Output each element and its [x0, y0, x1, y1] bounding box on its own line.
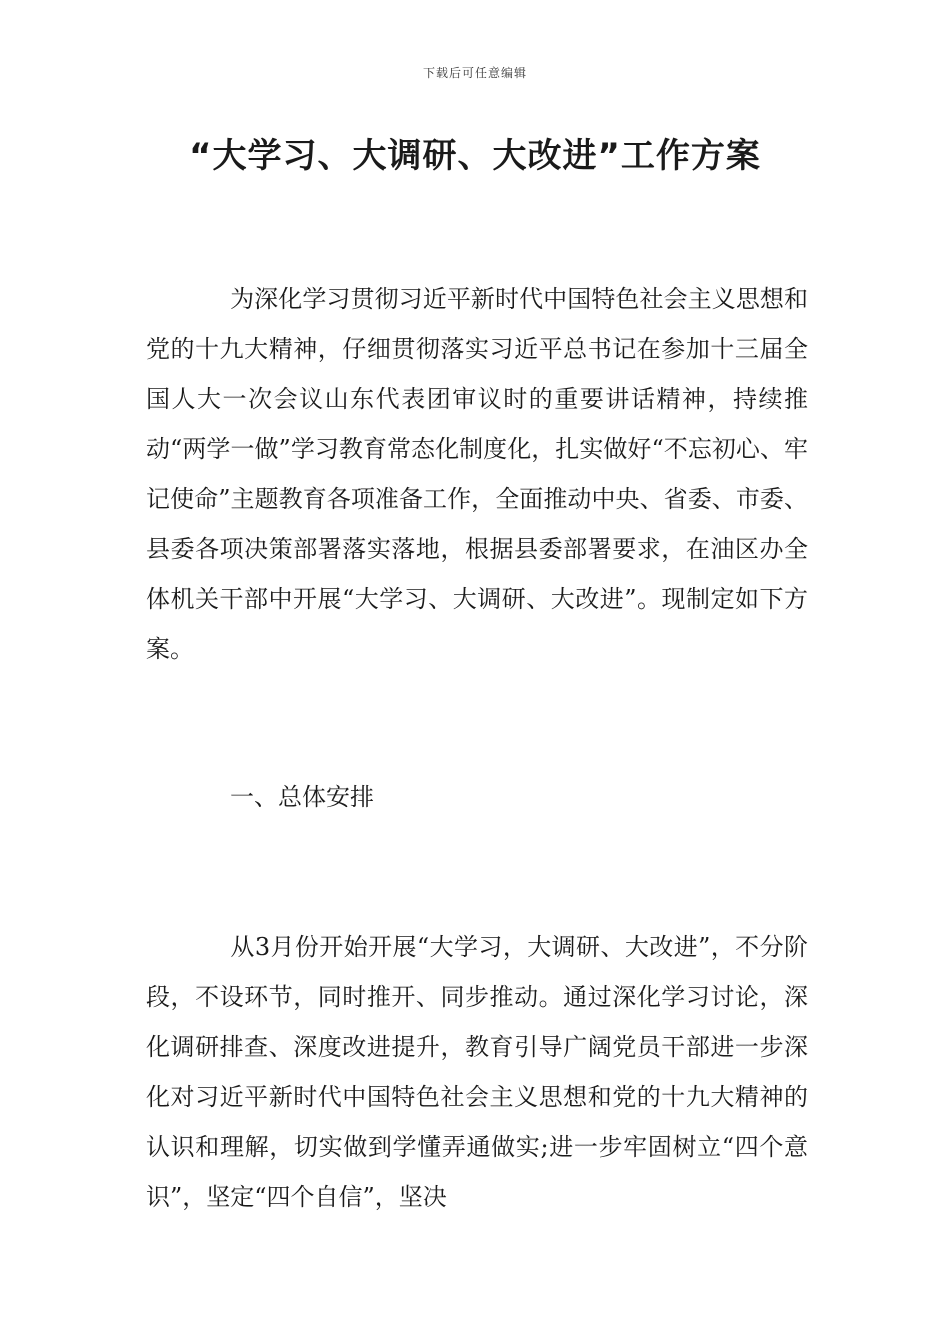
intro-paragraph-text: 为深化学习贯彻习近平新时代中国特色社会主义思想和党的十九大精神，仔细贯彻落实习近平总书记在参加十三届全国人大一次会议山东代表团审议时的重要讲话精神，持续推动“两学一做”学习教育常态化制度化，扎实做好“不忘初心、牢记使命”主题教育各项准备工作，全面推动中央、省委、市委、县委各项决策部署落实落地，根据县委部署要求，在油区办全体机关干部中开展“大学习、大调研、大改进”。现制定如下方案。 [146, 285, 808, 663]
header-note: 下载后可任意编辑 [422, 66, 527, 80]
section-one-paragraph [146, 922, 808, 1222]
section-one-heading [146, 772, 808, 822]
section-one-paragraph-text: 从3月份开始开展“大学习，大调研、大改进”，不分阶段，不设环节，同时推开、同步推动。通过深化学习讨论，深化调研排查、深度改进提升，教育引导广阔党员干部进一步深化对习近平新时代中国特色社会主义思想和党的十九大精神的认识和理解，切实做到学懂弄通做实;进一步牢固树立“四个意识”，坚定“四个自信”，坚决 [146, 933, 808, 1211]
intro-paragraph [146, 274, 808, 674]
document-title: “大学习、大调研、大改进”工作方案 [189, 136, 761, 176]
section-one-heading-text: 一、总体安排 [230, 783, 374, 811]
